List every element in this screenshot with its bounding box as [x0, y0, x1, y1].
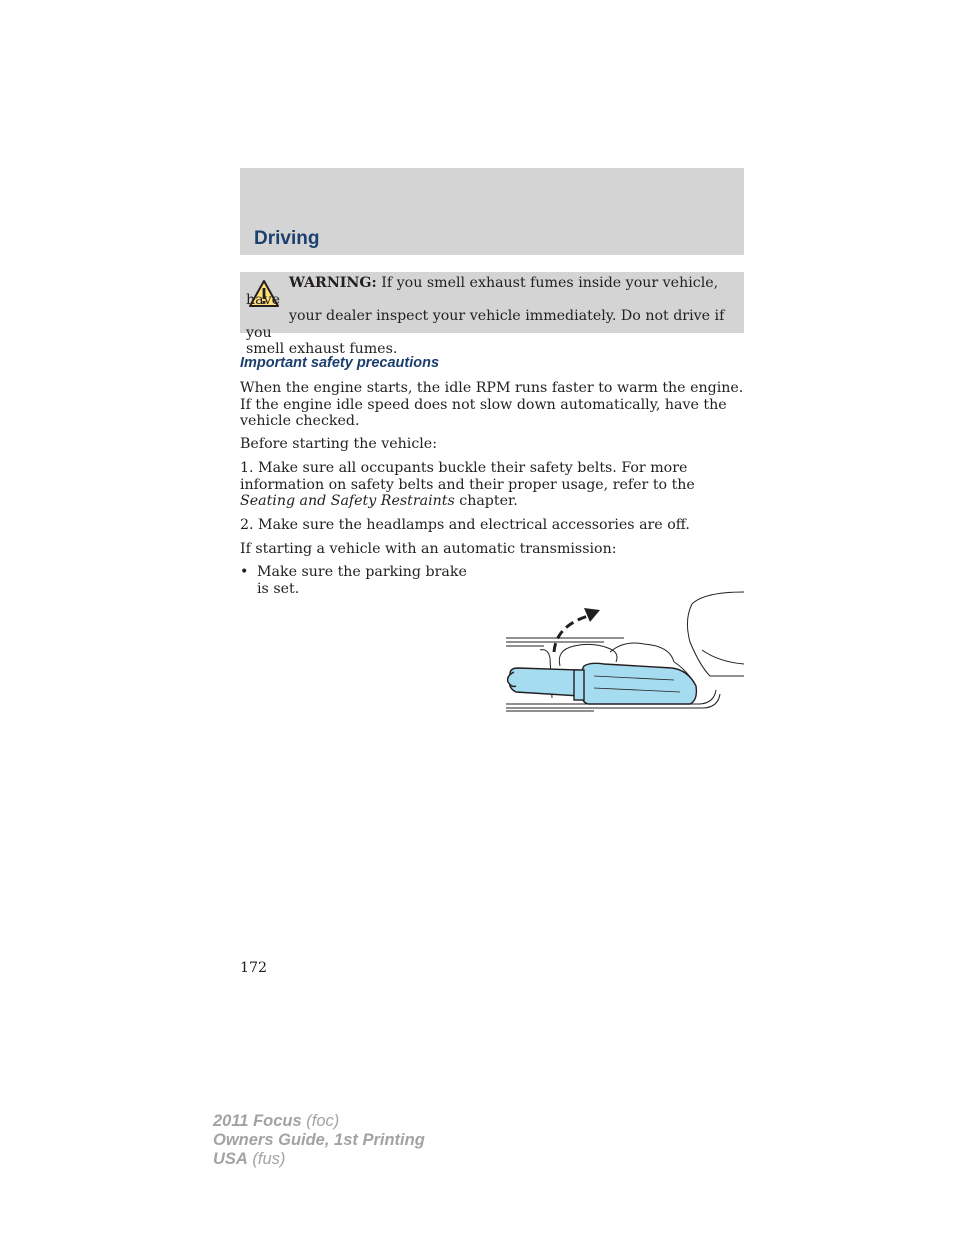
chapter-reference: Seating and Safety Restraints — [240, 493, 455, 509]
parking-brake-lever-illustration — [504, 590, 744, 718]
subheading: Important safety precautions — [240, 355, 440, 371]
paragraph-before-starting: Before starting the vehicle: — [240, 436, 437, 452]
section-title: Driving — [254, 228, 320, 249]
warning-box — [240, 272, 744, 357]
paragraph-automatic-transmission: If starting a vehicle with an automatic transmission: — [240, 541, 617, 557]
bullet-item — [240, 564, 480, 597]
step-1: 1. Make sure all occupants buckle their safety belts. For more information on safety belts and their proper usage, refer to the Seating and Safety Restraints chapter. — [240, 460, 695, 509]
parking-brake-lever — [508, 663, 697, 704]
page-number: 172 — [240, 960, 268, 976]
bullet-text: Make sure the parking brake is set. — [257, 564, 467, 597]
paragraph-idle-rpm: When the engine starts, the idle RPM runs faster to warm the engine. If the engine idle speed does not slow down automatically, have the vehicle checked. — [240, 380, 744, 429]
bullet-mark: • — [240, 564, 249, 580]
warning-label: WARNING: — [289, 275, 377, 291]
step-2: 2. Make sure the headlamps and electrical accessories are off. — [240, 517, 690, 533]
warning-text: WARNING: If you smell exhaust fumes inside your vehicle, have your dealer inspect your vehicle immediately. Do not drive if you smell exhaust fumes. — [246, 275, 725, 357]
footer-publication-info: 2011 Focus (foc) Owners Guide, 1st Printing USA (fus) — [213, 1112, 425, 1168]
